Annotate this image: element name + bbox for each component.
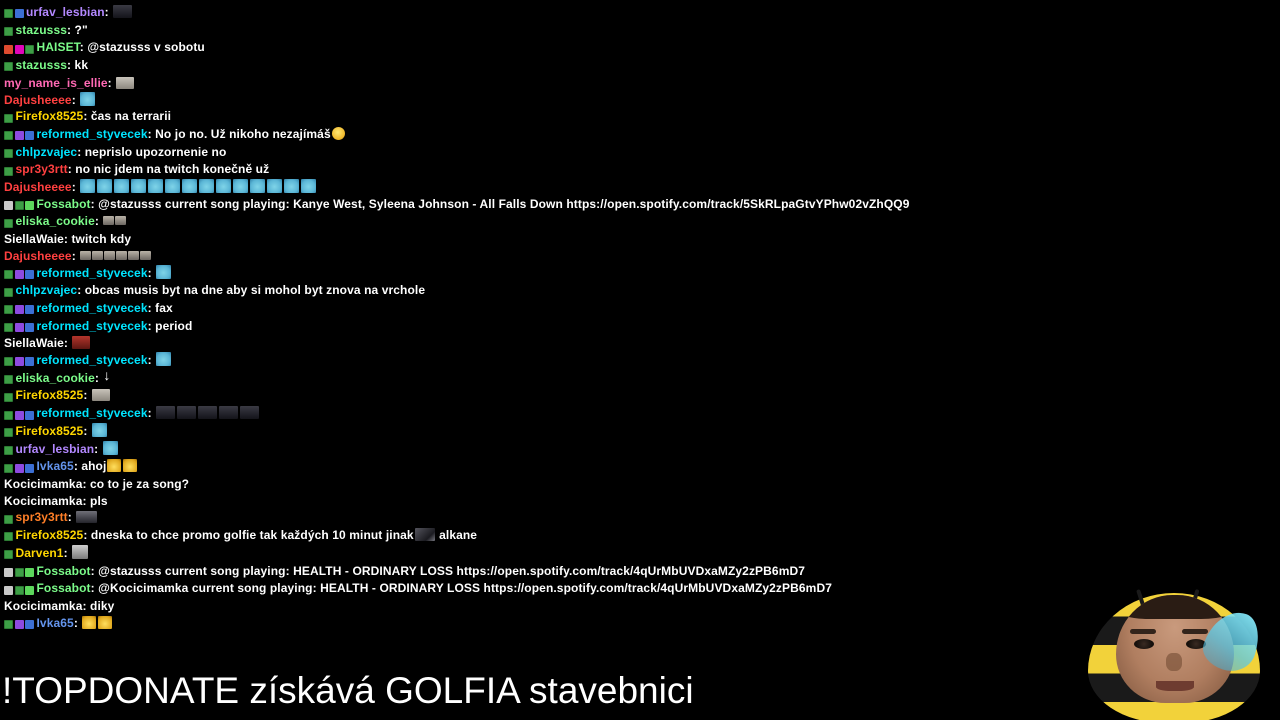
sub-badge-icon: [4, 411, 13, 420]
chat-colon: :: [63, 232, 69, 247]
chat-badges: [4, 40, 36, 57]
dark-emote-icon: [198, 406, 217, 419]
chat-colon: :: [147, 353, 152, 368]
sub-badge-icon: [4, 219, 13, 228]
chat-message: [4, 441, 940, 459]
peepo-emote-icon: [80, 179, 95, 193]
chat-message: [4, 458, 940, 476]
crown-emote-icon: [123, 459, 137, 472]
chat-message: [4, 387, 940, 405]
peepo-emote-icon: [131, 179, 146, 193]
bits-badge-icon: [15, 464, 24, 473]
chat-colon: :: [82, 493, 87, 508]
chat-message-text: @stazusss current song playing: HEALTH - ORDINARY LOSS https://open.spotify.com/track/4qUrMbUVDxaMZy2zPB6mD7: [94, 563, 806, 578]
chat-message: [4, 4, 940, 22]
nose: [1166, 653, 1182, 671]
chat-message: [4, 39, 940, 57]
peepo-emote-icon: [233, 179, 248, 193]
peepo-emote-icon: [156, 265, 171, 279]
chat-message: [4, 282, 940, 300]
bot-badge-icon: [25, 568, 34, 577]
peepo-emote-icon: [148, 179, 163, 193]
chat-message: [4, 580, 940, 598]
tiny-emote-icon: [80, 251, 91, 260]
chat-username[interactable]: SiellaWaie: [4, 336, 64, 351]
chat-colon: :: [90, 563, 95, 578]
chat-username[interactable]: Kocicimamka: [4, 476, 83, 491]
streamer-webcam: [1080, 535, 1280, 720]
chat-message: [4, 405, 940, 423]
sub-badge-icon: [4, 288, 13, 297]
chat-message: [4, 527, 940, 545]
chat-username[interactable]: Firefox8525: [15, 388, 84, 403]
chat-badges: [4, 459, 36, 476]
dark-emote-icon: [113, 5, 132, 18]
chat-message: [4, 248, 940, 265]
chat-message-text-continued: alkane: [435, 528, 478, 543]
chat-colon: :: [77, 144, 82, 159]
chat-message: [4, 231, 940, 248]
chat-badges: [4, 616, 36, 633]
chat-message: [4, 265, 940, 283]
chat-colon: :: [73, 615, 78, 630]
chat-badges: [4, 388, 15, 405]
gun-emote-icon: [76, 511, 97, 523]
tiny-emote-icon: [116, 251, 127, 260]
chat-username[interactable]: Darven1: [15, 545, 64, 560]
peepo-emote-icon: [182, 179, 197, 193]
chat-username[interactable]: Fossabot: [36, 196, 91, 211]
chat-username[interactable]: Fossabot: [36, 563, 91, 578]
chat-username[interactable]: spr3y3rtt: [15, 510, 68, 525]
prime-badge-icon: [25, 323, 34, 332]
chat-username[interactable]: reformed_styvecek: [36, 126, 148, 141]
bits-badge-icon: [15, 411, 24, 420]
chat-badges: [4, 283, 15, 300]
chat-username[interactable]: urfav_lesbian: [15, 441, 95, 456]
chat-colon: :: [90, 581, 95, 596]
chat-message-text: dneska to chce promo golfie tak každých 10 minut jinak: [87, 528, 414, 543]
bits-badge-icon: [15, 620, 24, 629]
sub-badge-icon: [4, 149, 13, 158]
tiny-emote-icon: [140, 251, 151, 260]
chat-colon: :: [71, 180, 76, 195]
peepo-emote-icon: [199, 179, 214, 193]
prime-badge-icon: [15, 9, 24, 18]
arrow-emote-icon: [103, 370, 111, 384]
chat-colon: :: [90, 196, 95, 211]
sub-badge-icon: [4, 532, 13, 541]
pen-badge-icon: [4, 201, 13, 210]
chat-username[interactable]: reformed_styvecek: [36, 300, 148, 315]
chat-username[interactable]: SiellaWaie: [4, 232, 64, 247]
bits-badge-icon: [15, 357, 24, 366]
chat-username[interactable]: spr3y3rtt: [15, 162, 68, 177]
chat-username[interactable]: reformed_styvecek: [36, 406, 148, 421]
chat-badges: [4, 127, 36, 144]
chat-message: [4, 161, 940, 179]
chat-message: [4, 108, 940, 126]
chat-message: [4, 335, 940, 352]
sub-badge-icon: [4, 131, 13, 140]
crown-emote-icon: [98, 616, 112, 629]
dark-emote-icon: [177, 406, 196, 419]
chat-message: [4, 57, 940, 75]
chat-colon: :: [83, 109, 88, 124]
chat-colon: :: [83, 388, 88, 403]
peepo-emote-icon: [284, 179, 299, 193]
hair: [1116, 595, 1234, 619]
chat-username[interactable]: urfav_lesbian: [26, 5, 105, 19]
chat-badges: [4, 145, 15, 162]
chat-message: [4, 22, 940, 40]
tiny-emote-icon: [115, 216, 126, 225]
chat-badges: [4, 58, 15, 75]
chat-colon: :: [77, 283, 82, 298]
tiny-emote-icon: [104, 251, 115, 260]
prime-badge-icon: [25, 620, 34, 629]
chat-badges: [4, 528, 15, 545]
chat-colon: :: [82, 476, 87, 491]
chat-badges: [4, 214, 15, 231]
peepo-emote-icon: [250, 179, 265, 193]
chat-username[interactable]: eliska_cookie: [15, 214, 95, 229]
chat-colon: :: [67, 162, 72, 177]
chat-colon: :: [63, 336, 69, 351]
eyebrow-left: [1130, 629, 1156, 634]
chat-username[interactable]: Kocicimamka: [4, 493, 83, 508]
sub-badge-icon: [4, 620, 13, 629]
chat-username[interactable]: Firefox8525: [15, 528, 84, 543]
chat-colon: :: [147, 406, 152, 421]
chat-message: [4, 300, 940, 318]
peepo-emote-icon: [301, 179, 316, 193]
chat-message-text: @stazusss v sobotu: [83, 40, 205, 55]
stream-caption: !TOPDONATE získává GOLFIA stavebnici: [2, 670, 694, 711]
chat-badges: [4, 406, 36, 423]
chat-message-text: čas na terrarii: [87, 109, 172, 124]
chat-colon: :: [147, 265, 152, 280]
prime-badge-icon: [25, 464, 34, 473]
beam-emote-icon: [72, 545, 88, 559]
peepo-emote-icon: [156, 352, 171, 366]
chat-badges: [4, 197, 36, 214]
chat-badges: [4, 301, 36, 318]
peepo-emote-icon: [80, 92, 95, 106]
sub-badge-icon: [4, 550, 13, 559]
chat-username[interactable]: reformed_styvecek: [36, 353, 148, 368]
tiny-emote-icon: [128, 251, 139, 260]
chat-message: [4, 476, 940, 493]
chat-colon: :: [94, 214, 99, 229]
prime-badge-icon: [25, 305, 34, 314]
chat-message-text: fax: [151, 300, 173, 315]
chat-message-text: no nic jdem na twitch konečně už: [71, 162, 270, 177]
sub-badge-icon: [4, 167, 13, 176]
chat-badges: [4, 353, 36, 370]
chat-badges: [4, 442, 15, 459]
chat-username[interactable]: HAISET: [36, 40, 80, 55]
sub-badge-icon: [15, 586, 24, 595]
chat-colon: :: [83, 423, 88, 438]
chat-username[interactable]: Kocicimamka: [4, 598, 83, 613]
chat-message: [4, 144, 940, 162]
chat-message: [4, 598, 940, 615]
sub-badge-icon: [4, 393, 13, 402]
chat-message: [4, 563, 940, 581]
eyebrow-right: [1182, 629, 1208, 634]
chat-colon: :: [147, 126, 152, 141]
chat-message: [4, 179, 940, 196]
mouth: [1156, 681, 1194, 691]
crown-emote-icon: [82, 616, 96, 629]
chat-message-text: No jo no. Už nikoho nezajímáš: [151, 126, 331, 141]
chat-username[interactable]: stazusss: [15, 58, 67, 73]
chat-message-text: co to je za song?: [86, 476, 190, 491]
chat-username[interactable]: Fossabot: [36, 581, 91, 596]
chat-message: [4, 615, 940, 633]
bot-badge-icon: [25, 201, 34, 210]
red-emote-icon: [72, 336, 90, 349]
bits-badge-icon: [15, 270, 24, 279]
chat-username[interactable]: my_name_is_ellie: [4, 75, 108, 90]
peepo-emote-icon: [267, 179, 282, 193]
chat-message-text: @Kocicimamka current song playing: HEALTH - ORDINARY LOSS https://open.spotify.com/track/4qUrMbUVDxaMZy2zPB6mD7: [94, 581, 832, 596]
chat-username[interactable]: Ivka65: [36, 459, 74, 474]
sub-badge-icon: [4, 114, 13, 123]
chat-message: [4, 196, 940, 214]
chat-badges: [4, 581, 36, 598]
peepo-emote-icon: [165, 179, 180, 193]
chat-message-text: twitch kdy: [68, 232, 132, 247]
chat-message-text: pls: [86, 493, 108, 508]
chat-username[interactable]: eliska_cookie: [15, 370, 95, 385]
chat-username[interactable]: chlpzvajec: [15, 283, 78, 298]
crown-emote-icon: [107, 459, 121, 472]
chat-message-text: ?": [71, 22, 88, 37]
chat-colon: :: [63, 545, 68, 560]
chat-badges: [4, 371, 15, 388]
chat-colon: :: [83, 528, 88, 543]
bits-badge-icon: [15, 323, 24, 332]
chat-username[interactable]: Dajusheeee: [4, 248, 72, 263]
peepo-emote-icon: [92, 423, 107, 437]
peepo-emote-icon: [114, 179, 129, 193]
peepo-emote-icon: [97, 179, 112, 193]
chat-colon: :: [147, 300, 152, 315]
dark-emote-icon: [240, 406, 259, 419]
sub-badge-icon: [4, 446, 13, 455]
chat-badges: [4, 109, 15, 126]
sub-badge-icon: [15, 568, 24, 577]
chat-message: [4, 509, 940, 527]
chat-username[interactable]: Ivka65: [36, 615, 74, 630]
chat-username[interactable]: Firefox8525: [15, 109, 84, 124]
prime-badge-icon: [25, 411, 34, 420]
chat-badges: [4, 5, 25, 22]
bits-badge-icon: [15, 305, 24, 314]
chat-message-text: period: [151, 318, 193, 333]
prime-badge-icon: [25, 131, 34, 140]
chat-message-text: neprislo upozornenie no: [81, 144, 227, 159]
chat-badges: [4, 424, 15, 441]
sub-badge-icon: [4, 27, 13, 36]
sub-badge-icon: [4, 428, 13, 437]
sub-badge-icon: [15, 201, 24, 210]
chat-colon: :: [71, 92, 76, 107]
tiny-emote-icon: [92, 251, 103, 260]
chat-message: [4, 126, 940, 144]
tiny-emote-icon: [103, 216, 114, 225]
chat-username[interactable]: Dajusheeee: [4, 92, 72, 107]
chat-message-text: obcas musis byt na dne aby si mohol byt znova na vrchole: [81, 283, 426, 298]
chat-colon: :: [67, 22, 72, 37]
chat-message: [4, 318, 940, 336]
chat-message-text: diky: [86, 598, 115, 613]
chat-message-text: kk: [71, 58, 89, 73]
sub-badge-icon: [4, 515, 13, 524]
chat-message-text: ahoj: [77, 459, 107, 474]
pen-badge-icon: [4, 586, 13, 595]
prime-badge-icon: [25, 357, 34, 366]
smile-emote-icon: [332, 127, 345, 140]
pen-badge-icon: [4, 568, 13, 577]
sub-badge-icon: [4, 270, 13, 279]
chat-colon: :: [147, 318, 152, 333]
chat-colon: :: [94, 441, 99, 456]
chat-message: [4, 370, 940, 388]
sub-badge-icon: [25, 45, 34, 54]
vip-badge-icon: [15, 45, 24, 54]
gift-badge-icon: [4, 45, 13, 54]
cam-emote-icon: [415, 528, 435, 541]
chat-message: [4, 352, 940, 370]
sub-badge-icon: [4, 323, 13, 332]
dark-emote-icon: [156, 406, 175, 419]
bits-badge-icon: [15, 131, 24, 140]
chat-colon: :: [94, 370, 99, 385]
chat-badges: [4, 162, 15, 179]
sub-badge-icon: [4, 9, 13, 18]
chat-colon: :: [107, 75, 112, 90]
chat-username[interactable]: reformed_styvecek: [36, 265, 148, 280]
sleeper-emote-icon: [116, 77, 134, 89]
chat-badges: [4, 319, 36, 336]
chat-message: [4, 493, 940, 510]
sub-badge-icon: [4, 305, 13, 314]
eye-left: [1134, 639, 1154, 649]
peepo-emote-icon: [216, 179, 231, 193]
chat-message: [4, 92, 940, 109]
bot-badge-icon: [25, 586, 34, 595]
sub-badge-icon: [4, 375, 13, 384]
chat-colon: :: [67, 58, 72, 73]
chat-colon: :: [104, 5, 109, 19]
chat-message: [4, 75, 940, 92]
sub-badge-icon: [4, 357, 13, 366]
chat-badges: [4, 546, 15, 563]
chat-message: [4, 213, 940, 231]
chat-colon: :: [82, 598, 87, 613]
chat-colon: :: [71, 248, 76, 263]
chat-badges: [4, 564, 36, 581]
chat-colon: :: [73, 459, 78, 474]
sub-badge-icon: [4, 464, 13, 473]
dark-emote-icon: [219, 406, 238, 419]
chat-username[interactable]: chlpzvajec: [15, 144, 78, 159]
chat-colon: :: [79, 40, 84, 55]
chat-badges: [4, 510, 15, 527]
chat-badges: [4, 23, 15, 40]
prime-badge-icon: [25, 270, 34, 279]
sleeper-emote-icon: [92, 389, 110, 401]
sub-badge-icon: [4, 62, 13, 71]
chat-username[interactable]: stazusss: [15, 22, 67, 37]
chat-colon: :: [67, 510, 72, 525]
chat-message-text: @stazusss current song playing: Kanye West, Syleena Johnson - All Falls Down https://open.spotify.com/track/5SkRLpaGtvYPhw02vZhQQ9: [94, 196, 910, 211]
chat-username[interactable]: Dajusheeee: [4, 180, 72, 195]
chat-message: [4, 423, 940, 441]
chat-username[interactable]: reformed_styvecek: [36, 318, 148, 333]
peepo-emote-icon: [103, 441, 118, 455]
chat-username[interactable]: Firefox8525: [15, 423, 84, 438]
chat-badges: [4, 266, 36, 283]
chat-message: [4, 545, 940, 563]
